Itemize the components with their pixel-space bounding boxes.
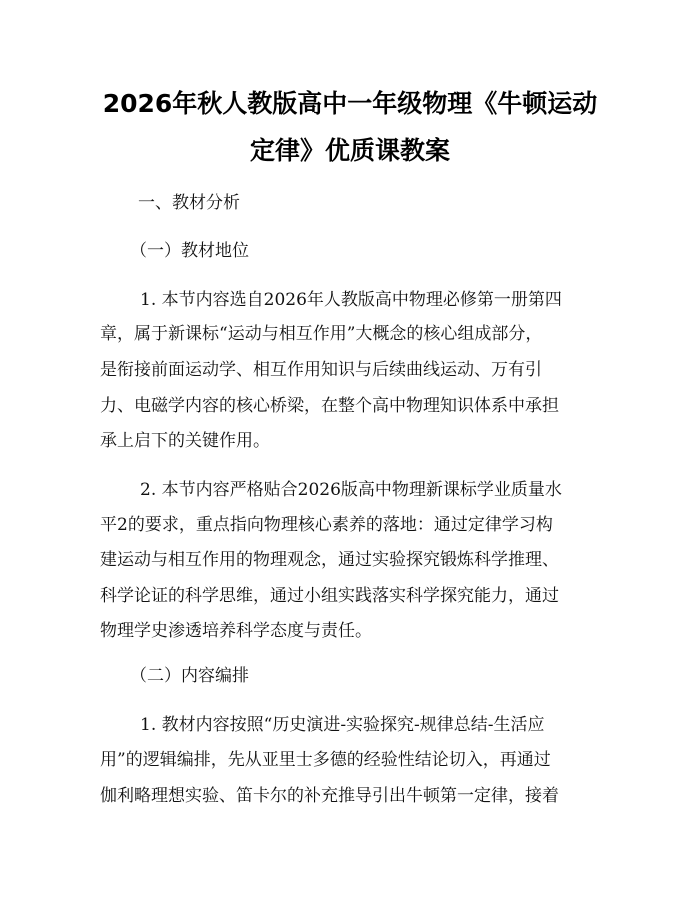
paragraph-line: 1. 教材内容按照“历史演进-实验探究-规律总结-生活应: [140, 715, 545, 735]
paragraph-line: 平2的要求，重点指向物理核心素养的落地：通过定律学习构: [100, 515, 553, 535]
paragraph-line: 用”的逻辑编排，先从亚里士多德的经验性结论切入，再通过: [100, 750, 551, 770]
paragraph-line: 力、电磁学内容的核心桥梁，在整个高中物理知识体系中承担: [100, 396, 559, 416]
paragraph-line: 2. 本节内容严格贴合2026版高中物理新课标学业质量水: [140, 480, 562, 500]
paragraph-line: 章，属于新课标“运动与相互作用”大概念的核心组成部分，: [100, 324, 543, 344]
section-heading-textbook-analysis: 一、教材分析: [138, 193, 240, 213]
paragraph-line: 承上启下的关键作用。: [100, 431, 270, 451]
paragraph-line: 伽利略理想实验、笛卡尔的补充推导引出牛顿第一定律，接着: [100, 786, 559, 806]
subsection-heading-textbook-position: （一）教材地位: [130, 241, 249, 261]
document-title-line-2: 定律》优质课教案: [249, 136, 450, 165]
paragraph-line: 物理学史渗透培养科学态度与责任。: [100, 621, 372, 641]
paragraph-line: 是衔接前面运动学、相互作用知识与后续曲线运动、万有引: [100, 360, 542, 380]
paragraph-line: 科学论证的科学思维，通过小组实践落实科学探究能力，通过: [100, 586, 559, 606]
document-title-line-1: 2026年秋人教版高中一年级物理《牛顿运动: [102, 89, 598, 118]
paragraph-line: 建运动与相互作用的物理观念，通过实验探究锻炼科学推理、: [100, 550, 559, 570]
paragraph-line: 1. 本节内容选自2026年人教版高中物理必修第一册第四: [140, 290, 562, 310]
subsection-heading-content-arrangement: （二）内容编排: [130, 666, 249, 686]
